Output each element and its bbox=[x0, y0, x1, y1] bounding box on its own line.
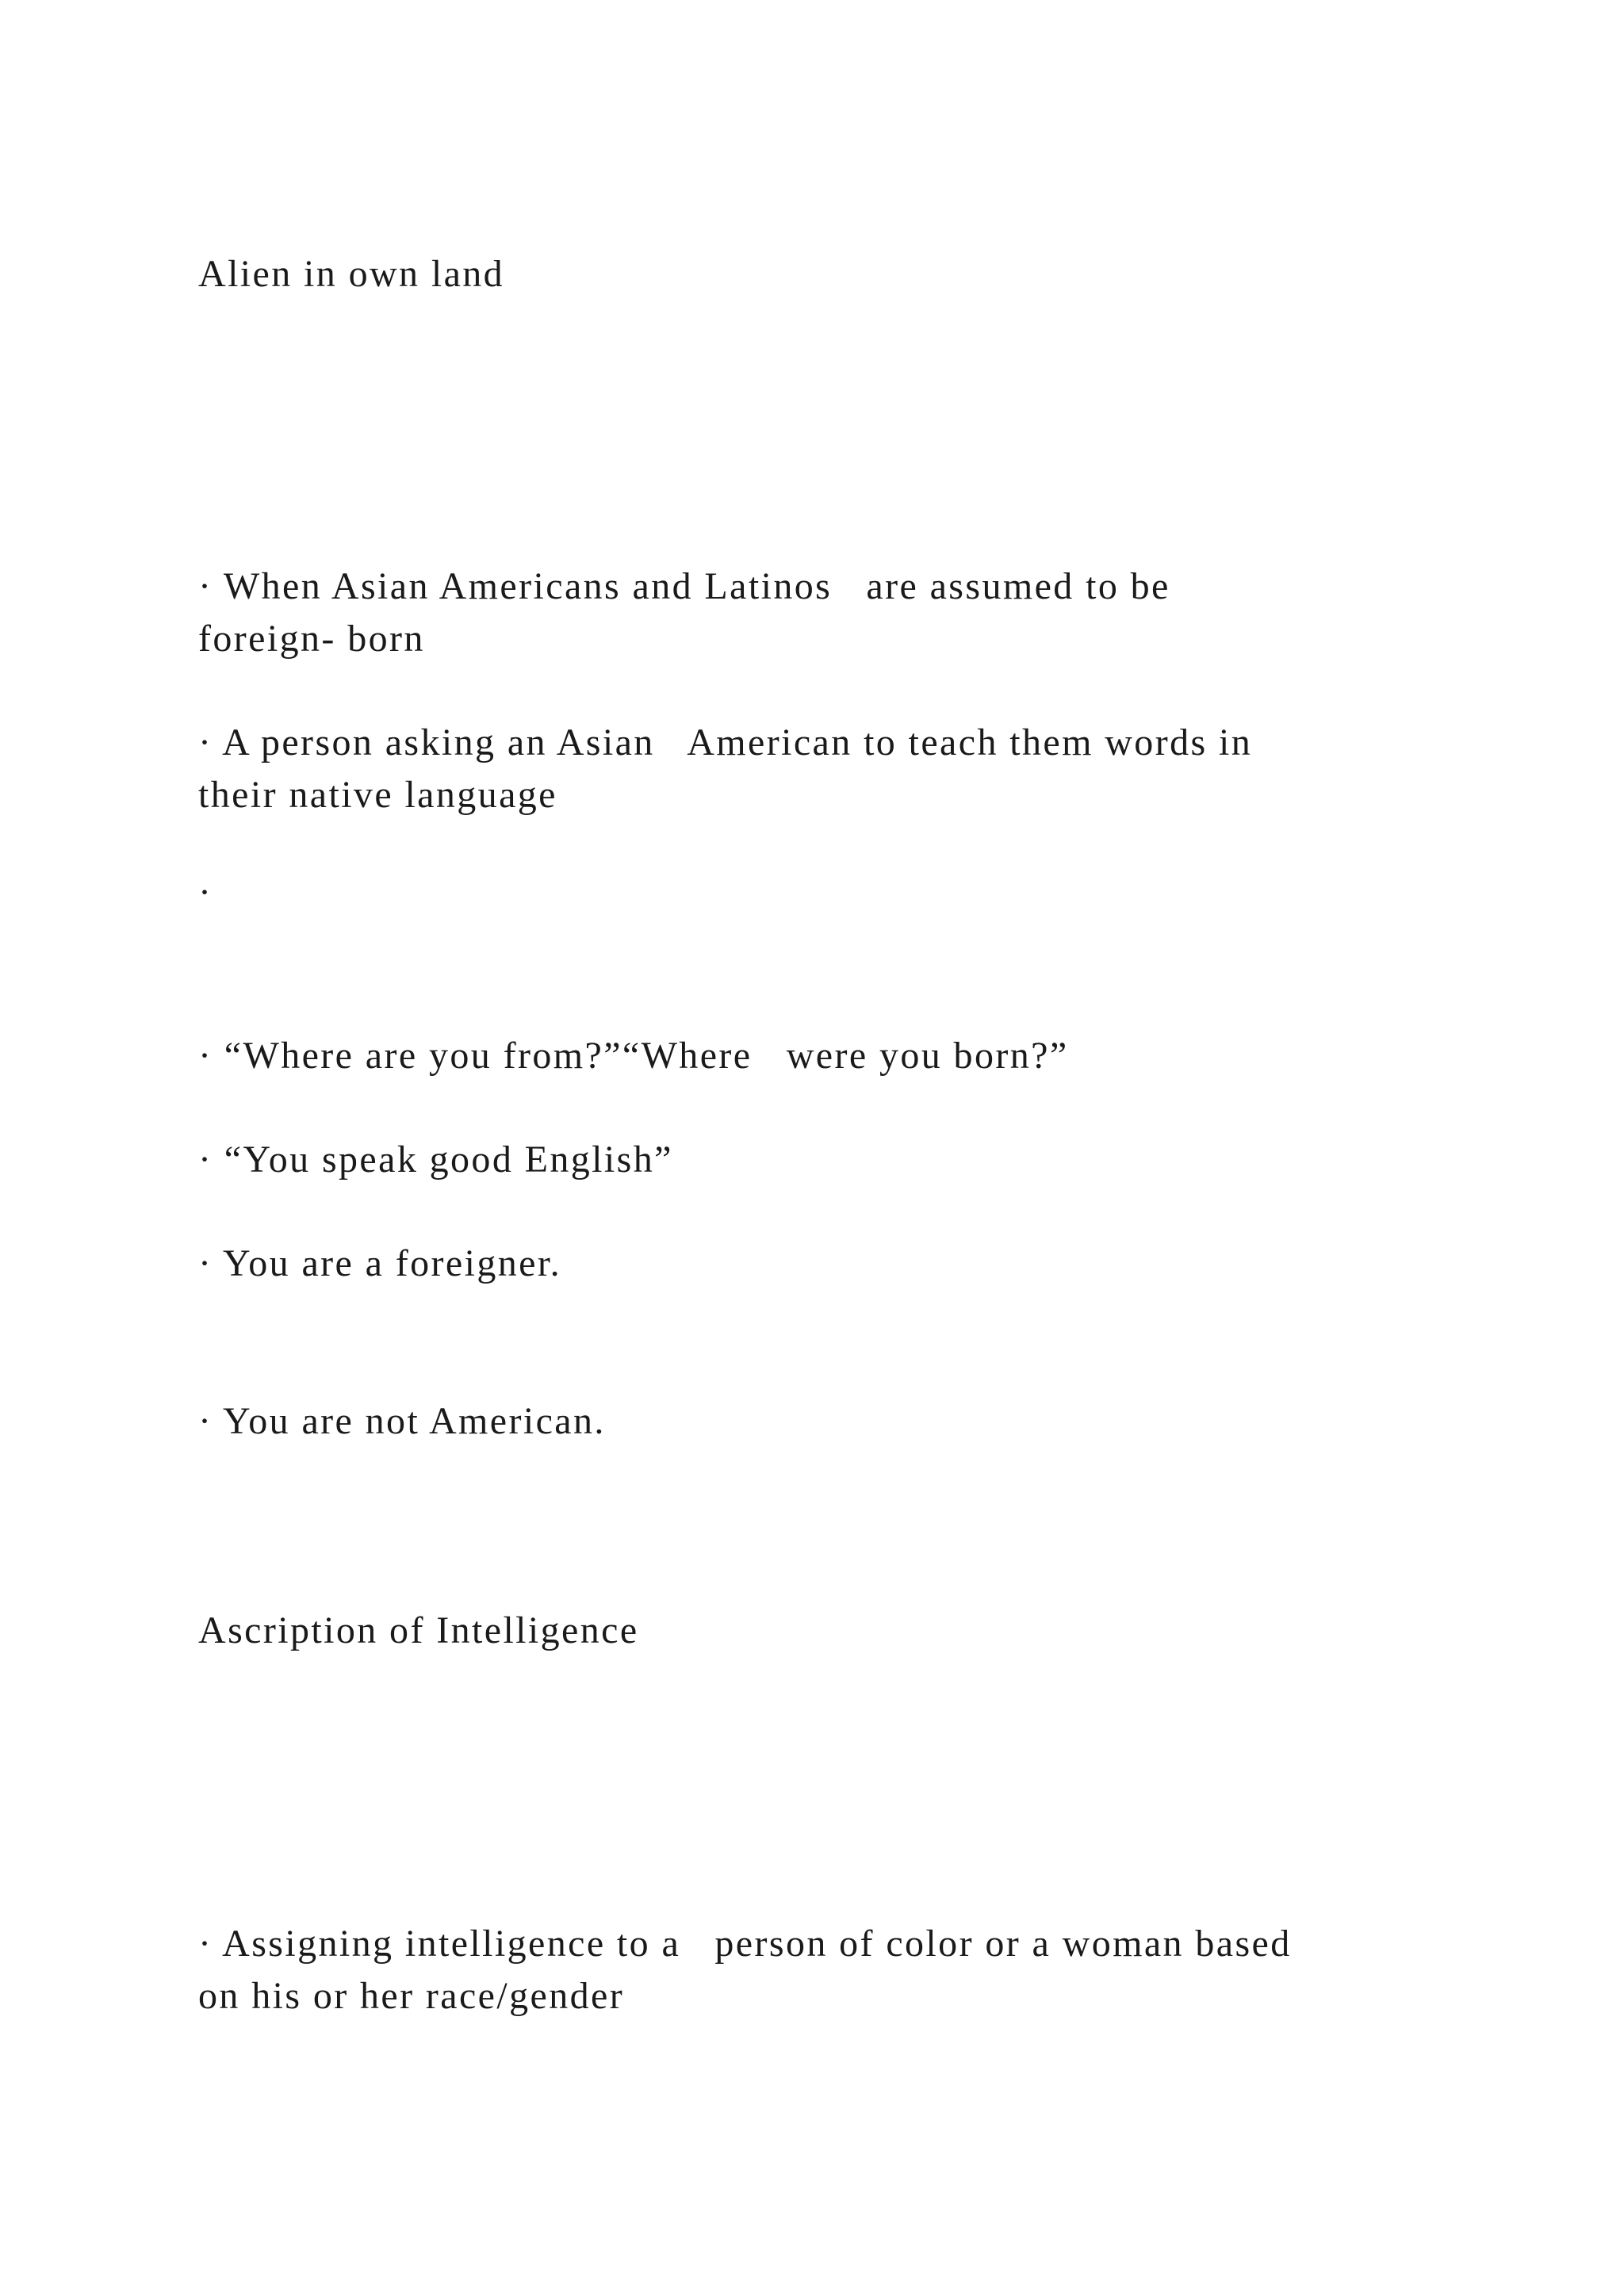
bullet-native-language: · A person asking an Asian American to teach them words in their native language bbox=[198, 721, 1253, 816]
bullet-not-american: · You are not American. bbox=[198, 1400, 606, 1442]
section-heading-intelligence: Ascription of Intelligence bbox=[198, 1609, 639, 1651]
bullet-assumed-foreign-born: · When Asian Americans and Latinos are assumed to be foreign- born bbox=[198, 565, 1170, 660]
bullet-good-english: · “You speak good English” bbox=[198, 1138, 673, 1181]
bullet-foreigner: · You are a foreigner. bbox=[198, 1242, 562, 1284]
bullet-ascribing-intelligence: · Assigning intelligence to a person of color or a woman based on his or her race/gender bbox=[198, 1923, 1292, 2017]
section-heading-alien: Alien in own land bbox=[198, 253, 505, 295]
bullet-empty: · bbox=[198, 871, 213, 913]
bullet-where-from: · “Where are you from?”“Where were you born?” bbox=[198, 1035, 1069, 1077]
